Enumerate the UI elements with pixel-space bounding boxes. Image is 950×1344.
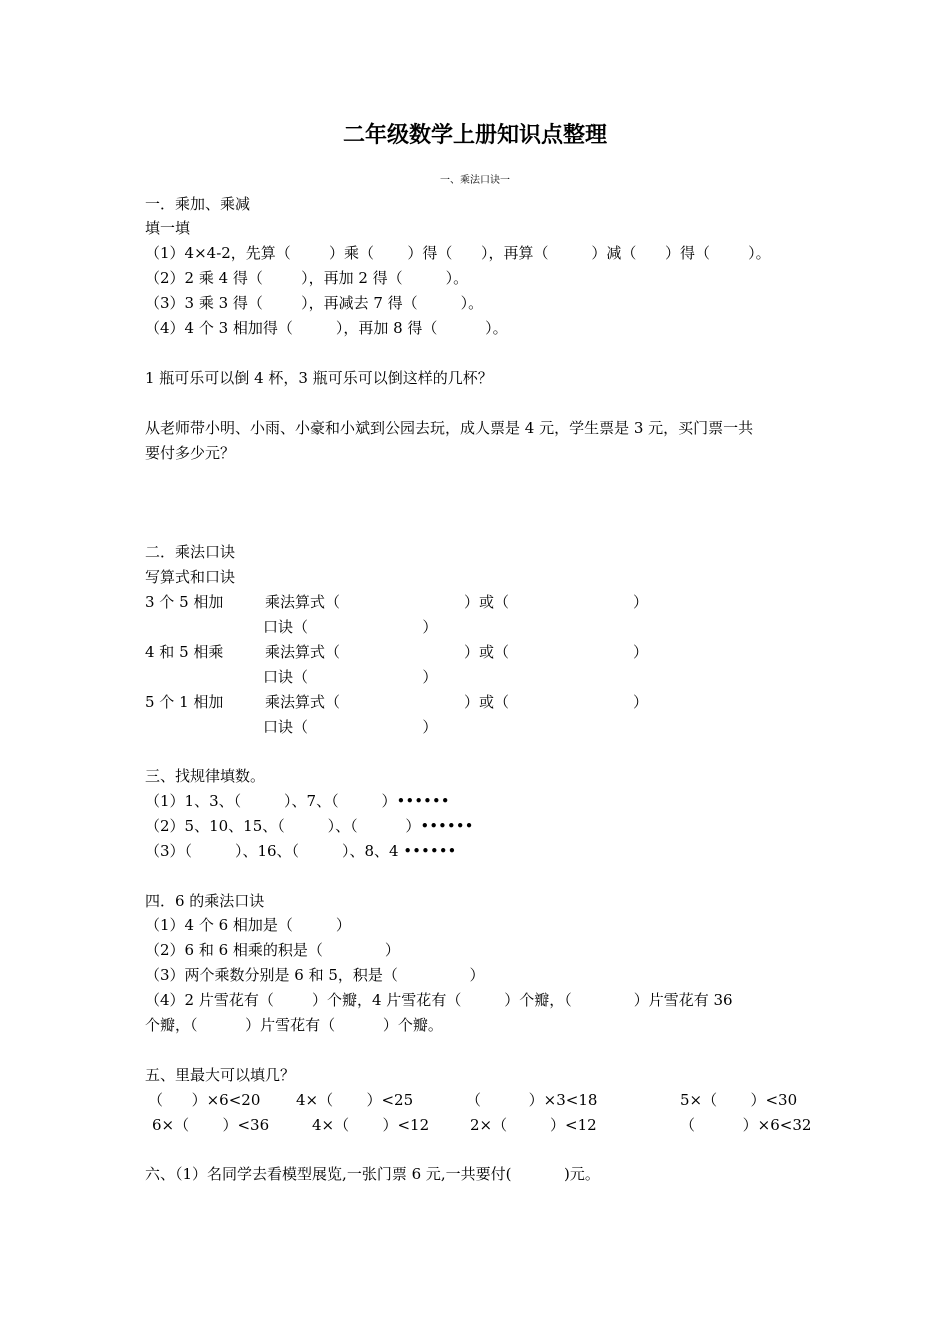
section5-inequality: 2×（ ）<12 [470,1116,597,1134]
section2-row-rhyme: 口诀（ ） [263,668,438,686]
section4-question-4-line2: 个瓣，（ ）片雪花有（ ）个瓣。 [145,1016,443,1034]
section5-heading: 五、里最大可以填几？ [145,1066,296,1084]
section5-inequality: （ ）×6<20 [148,1091,261,1109]
section4-question-3: （3）两个乘数分别是 6 和 5，积是（ ） [145,966,485,984]
section2-row-formula: 乘法算式（ ）或（ ） [265,593,648,611]
section5-inequality: （ ）×6<32 [680,1116,812,1134]
section2-row-rhyme: 口诀（ ） [263,718,438,736]
section2-row-formula: 乘法算式（ ）或（ ） [265,693,648,711]
section4-question-4-line1: （4）2 片雪花有（ ）个瓣，4 片雪花有（ ）个瓣，（ ）片雪花有 36 [145,991,733,1009]
section1-problem-1: 1 瓶可乐可以倒 4 杯，3 瓶可乐可以倒这样的几杯？ [145,369,493,387]
section6-question-1: 六、（1）名同学去看模型展览,一张门票 6 元,一共要付( )元。 [145,1165,600,1183]
section5-inequality: （ ）×3<18 [466,1091,598,1109]
section-subtitle: 一、乘法口诀一 [440,175,510,186]
page-title: 二年级数学上册知识点整理 [342,123,607,148]
section1-problem-2-line1: 从老师带小明、小雨、小豪和小斌到公园去玩，成人票是 4 元，学生票是 3 元，买门票一共 [145,419,754,437]
section2-row-label: 5 个 1 相加 [145,693,224,711]
section4-question-1: （1）4 个 6 相加是（ ） [145,916,351,934]
section1-heading: 一．乘加、乘减 [145,195,251,213]
section4-question-2: （2）6 和 6 相乘的积是（ ） [145,941,400,959]
section1-question-1: （1）4×4-2，先算（ ）乘（ ）得（ ），再算（ ）减（ ）得（ ）。 [145,244,771,262]
section2-row-label: 4 和 5 相乘 [145,643,224,661]
section2-instruction: 写算式和口诀 [145,568,236,586]
section1-problem-2-line2: 要付多少元？ [145,444,236,462]
section2-row-rhyme: 口诀（ ） [263,618,438,636]
section1-question-4: （4）4 个 3 相加得（ ），再加 8 得（ ）。 [145,319,508,337]
section1-instruction: 填一填 [145,219,191,237]
section2-row-formula: 乘法算式（ ）或（ ） [265,643,648,661]
section5-inequality: 4×（ ）<12 [312,1116,430,1134]
section1-question-3: （3）3 乘 3 得（ ），再减去 7 得（ ）。 [145,294,484,312]
section5-inequality: 5×（ ）<30 [680,1091,798,1109]
section2-row-label: 3 个 5 相加 [145,593,224,611]
section4-heading: 四．6 的乘法口诀 [145,892,265,910]
section3-question-1: （1）1、3、（ ）、7、（ ）•••••• [145,792,450,810]
section5-inequality: 6×（ ）<36 [152,1116,270,1134]
section5-inequality: 4×（ ）<25 [296,1091,414,1109]
section3-question-3: （3）（ ）、16、（ ）、8、4 •••••• [145,842,457,860]
section2-heading: 二．乘法口诀 [145,543,236,561]
section3-question-2: （2）5、10、15、（ ）、（ ）•••••• [145,817,474,835]
section3-heading: 三、找规律填数。 [145,767,266,785]
section1-question-2: （2）2 乘 4 得（ ），再加 2 得（ ）。 [145,269,469,287]
